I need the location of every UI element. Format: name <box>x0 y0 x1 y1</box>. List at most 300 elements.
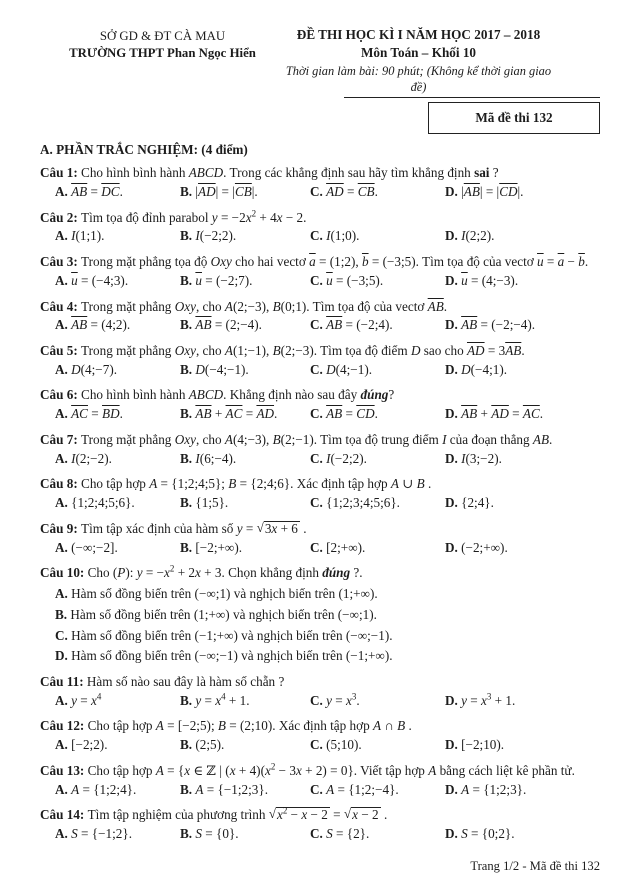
options <box>40 405 600 424</box>
option-label: B. <box>180 450 196 466</box>
math-italic: P <box>117 565 126 581</box>
math-italic: x <box>295 762 302 778</box>
question-number: Câu 5: <box>40 342 82 358</box>
option-C <box>310 361 445 380</box>
text-run: Trong mặt phẳng <box>81 431 175 447</box>
text-run: (2;5). <box>195 737 225 753</box>
option-label: C. <box>310 317 327 333</box>
question-text <box>40 386 600 405</box>
question-text <box>40 253 600 272</box>
math-italic: A <box>155 762 164 778</box>
text-run: ?. <box>350 565 363 581</box>
math-italic: D <box>195 361 205 377</box>
text-run: = 3 <box>484 342 506 358</box>
text-run: = {1;2;4}. <box>79 781 137 797</box>
text-run: = {1;2;4;5}; <box>157 476 229 492</box>
text-run: . <box>443 298 448 314</box>
math-vector: $\overline{u}$ <box>71 272 78 288</box>
option-D <box>445 692 600 711</box>
option-A <box>55 450 180 469</box>
text-run: = [−2;5); <box>163 718 218 734</box>
option-C <box>310 450 445 469</box>
option-B <box>180 272 310 291</box>
option-A <box>55 539 180 558</box>
option-label: A. <box>55 826 72 842</box>
text-run: + 2) = 0}. Viết tập hợp <box>301 762 429 778</box>
option-C <box>310 736 445 755</box>
text-run: . <box>380 807 388 823</box>
math-italic: A <box>149 476 158 492</box>
option-D <box>55 647 600 666</box>
text-run: = <box>543 254 558 270</box>
math-superscript: 4 <box>96 691 102 702</box>
math-italic: A <box>461 781 470 797</box>
math-vector: $\overline{b}$ <box>361 254 369 270</box>
radicand <box>351 807 380 823</box>
text-run: Hàm số đồng biến trên (−1;+∞) và nghịch biến trên (−∞;−1). <box>71 627 393 643</box>
math-italic: A <box>390 476 399 492</box>
text-run: Tìm tọa độ đỉnh parabol <box>81 209 212 225</box>
math-superscript: 4 <box>221 691 226 702</box>
option-D <box>445 736 600 755</box>
time-note: Thời gian làm bài: 90 phút; (Không kể thời gian giao đề) <box>285 63 552 95</box>
math-vector: $\overline{u}$ <box>326 272 333 288</box>
text-run: Trong mặt phẳng <box>81 298 175 314</box>
options <box>40 272 600 291</box>
options <box>40 227 600 246</box>
text-run: (6;−4). <box>199 450 237 466</box>
math-vector: $\overline{AB}$ <box>463 183 480 199</box>
text-run: {1;2;3;4;5;6}. <box>326 495 400 511</box>
text-run: . <box>356 692 360 708</box>
option-label: B. <box>180 826 196 842</box>
math-italic: y <box>211 209 218 225</box>
option-label: D. <box>445 361 462 377</box>
option-B <box>180 692 310 711</box>
option-C <box>310 272 445 291</box>
school-name: TRƯỜNG THPT Phan Ngọc Hiển <box>69 46 256 61</box>
text-run: + 3. Chọn khẳng định <box>200 565 323 581</box>
option-label: B. <box>180 539 196 555</box>
question-text <box>40 164 600 183</box>
text-run: ∩ <box>381 718 398 734</box>
radical-sign: √ <box>343 806 352 822</box>
text-run: (−∞;−2]. <box>71 539 118 555</box>
math-italic: I <box>326 450 331 466</box>
text-run: ∪ <box>398 476 417 492</box>
text-run: | <box>461 183 464 199</box>
math-italic: x <box>264 762 271 778</box>
page-footer: Trang 1/2 - Mã đề thi 132 <box>470 859 600 873</box>
text-run: = <box>242 520 257 536</box>
math-vector: $\overline{AB}$ <box>427 298 444 314</box>
text-run: | = | <box>479 183 500 199</box>
text-run: (3;−2). <box>465 450 502 466</box>
text-run: (1;1). <box>75 228 105 244</box>
math-italic: x <box>164 565 170 581</box>
option-label: A. <box>55 692 72 708</box>
text-run: . Khẳng định nào sau đây <box>223 387 361 403</box>
text-run: = (1;2), <box>315 254 362 270</box>
department-name: SỞ GD & ĐT CÀ MAU <box>99 29 226 43</box>
option-B <box>180 781 310 800</box>
option-A <box>55 825 180 844</box>
section-title: A. PHẦN TRẮC NGHIỆM: (4 điểm) <box>40 142 248 158</box>
text-run: . <box>424 476 432 492</box>
option-A <box>55 183 180 202</box>
math-vector: $\overline{AB}$ <box>71 317 88 333</box>
text-run: = (2;10). Xác định tập hợp <box>225 718 373 734</box>
option-D <box>445 450 600 469</box>
text-run: = {0;2}. <box>467 826 515 842</box>
text-run: = <box>343 183 358 199</box>
option-label: A. <box>55 272 72 288</box>
question <box>40 209 600 246</box>
options <box>40 316 600 335</box>
math-italic: x <box>229 762 236 778</box>
math-vector: $\overline{AB}$ <box>195 406 212 422</box>
school-block <box>40 26 285 134</box>
text-run: = <box>342 406 357 422</box>
text-run: = <box>466 692 482 708</box>
text-run: = {1;2;−4}. <box>334 781 399 797</box>
options <box>40 494 600 513</box>
text-run: Hàm số nào sau đây là hàm số chẵn ? <box>86 673 285 689</box>
option-label: C. <box>310 826 327 842</box>
math-vector: $\overline{AD}$ <box>466 342 485 358</box>
option-D <box>445 361 600 380</box>
text-run: = <box>242 406 257 422</box>
option-label: B. <box>180 361 196 377</box>
math-vector: $\overline{CB}$ <box>357 183 375 199</box>
exam-code: Mã đề thi 132 <box>475 110 553 126</box>
option-B <box>180 825 310 844</box>
text-run: Cho tập hợp <box>87 718 156 734</box>
options <box>40 825 600 844</box>
option-label: B. <box>180 183 196 199</box>
option-A <box>55 227 180 246</box>
math-italic: Oxy <box>174 431 196 447</box>
question-number: Câu 11: <box>40 673 87 689</box>
option-D <box>445 539 600 558</box>
text-run: . <box>521 342 525 358</box>
text-run: sao cho <box>420 342 467 358</box>
question <box>40 342 600 379</box>
exam-title: ĐỀ THI HỌC KÌ I NĂM HỌC 2017 – 2018 <box>296 27 541 42</box>
option-label: C. <box>310 183 327 199</box>
text-run: Trong mặt phẳng <box>81 342 175 358</box>
text-run: = (−3;5). Tìm tọa độ của vectơ <box>368 254 538 270</box>
math-italic: B <box>272 342 281 358</box>
math-italic: A <box>372 718 382 734</box>
option-C <box>310 781 445 800</box>
text-run: [−2;+∞). <box>195 539 243 555</box>
option-label: A. <box>55 781 72 797</box>
question-number: Câu 8: <box>40 476 82 492</box>
option-label: B. <box>180 781 196 797</box>
option-label: D. <box>445 228 462 244</box>
math-italic: x <box>195 565 201 581</box>
question-number: Câu 7: <box>40 431 82 447</box>
math-italic: I <box>195 450 200 466</box>
text-run: ? <box>489 165 499 181</box>
option-B <box>180 405 310 424</box>
math-italic: y <box>195 692 202 708</box>
text-run: = <box>329 807 344 823</box>
text-run: Cho hình bình hành <box>81 165 189 181</box>
math-italic: A <box>428 762 437 778</box>
option-A <box>55 316 180 335</box>
text-run: = (−2;7). <box>201 272 253 288</box>
option-label: D. <box>445 183 462 199</box>
math-italic: Oxy <box>174 342 196 358</box>
option-label: D. <box>445 781 462 797</box>
math-italic: B <box>228 476 237 492</box>
option-label: B. <box>180 692 196 708</box>
question-text <box>40 431 600 450</box>
math-vector: $\overline{u}$ <box>461 272 468 288</box>
sqrt-expression <box>344 807 381 822</box>
text-run: | = | <box>215 183 235 199</box>
question-number: Câu 9: <box>40 520 82 536</box>
options <box>40 450 600 469</box>
text-run: + <box>477 406 492 422</box>
option-D <box>445 494 600 513</box>
option-label: A. <box>55 228 72 244</box>
text-run: {2;4}. <box>461 495 494 511</box>
question-text <box>40 209 600 228</box>
option-label: C. <box>310 228 327 244</box>
options <box>40 585 600 666</box>
text-run: Cho tập hợp <box>81 476 150 492</box>
exam-title-wrap <box>285 26 600 96</box>
text-run: (5;10). <box>326 737 362 753</box>
question-number: Câu 1: <box>40 165 82 181</box>
text-run: cho hai vectơ <box>231 254 310 270</box>
math-italic: S <box>461 826 468 842</box>
text-run: = {−1;2}. <box>77 826 132 842</box>
option-C <box>310 692 445 711</box>
option-D <box>445 316 600 335</box>
math-vector: $\overline{AB}$ <box>505 342 522 358</box>
question-text <box>40 717 600 736</box>
question <box>40 431 600 468</box>
sqrt-expression <box>269 807 330 822</box>
math-vector: $\overline{AB}$ <box>71 183 88 199</box>
text-run: . <box>549 431 553 447</box>
text-run: (1;0). <box>330 228 360 244</box>
math-italic: S <box>195 826 202 842</box>
question <box>40 673 600 710</box>
question-text <box>40 475 600 494</box>
math-italic: I <box>195 228 200 244</box>
text-run: (2;2). <box>465 228 495 244</box>
option-C <box>55 627 600 646</box>
text-run: = <box>201 692 216 708</box>
text-run: (2;−1). Tìm tọa độ trung điểm <box>280 431 443 447</box>
math-italic: x <box>346 692 352 708</box>
text-run: = (4;−3). <box>467 272 519 288</box>
text-run: , cho <box>195 431 225 447</box>
math-italic: I <box>461 450 466 466</box>
math-superscript: 2 <box>251 208 257 219</box>
question-number: Câu 12: <box>40 718 88 734</box>
text-run: {1;2;4;5;6}. <box>71 495 135 511</box>
option-label: D. <box>445 495 462 511</box>
exam-title-block <box>285 26 600 134</box>
text-run: . <box>584 254 589 270</box>
question <box>40 564 600 666</box>
math-vector: $\overline{AD}$ <box>256 406 275 422</box>
math-vector: $\overline{AC}$ <box>71 406 88 422</box>
option-label: D. <box>445 737 462 753</box>
option-B <box>180 450 310 469</box>
radical-sign: √ <box>256 519 264 535</box>
text-run: + <box>211 406 226 422</box>
text-run: [2;+∞). <box>326 539 366 555</box>
math-vector: $\overline{AD}$ <box>198 183 216 199</box>
text-run: . <box>119 183 123 199</box>
math-italic: S <box>71 826 78 842</box>
options <box>40 361 600 380</box>
math-italic: B <box>272 298 281 314</box>
math-vector: $\overline{AD}$ <box>326 183 344 199</box>
text-run: = − <box>142 565 165 581</box>
math-italic: D <box>71 361 81 377</box>
text-run: (4;−1). <box>335 361 373 377</box>
option-D <box>445 781 600 800</box>
text-run: − 2. <box>282 209 307 225</box>
text-run: {1;5}. <box>195 495 229 511</box>
option-A <box>55 781 180 800</box>
option-A <box>55 585 600 604</box>
math-italic: I <box>461 228 466 244</box>
options <box>40 736 600 755</box>
option-label: A. <box>55 495 72 511</box>
option-D <box>445 272 600 291</box>
text-run: = {2}. <box>332 826 370 842</box>
text-run: Tìm tập xác định của hàm số <box>81 520 237 536</box>
math-italic: x <box>271 520 278 536</box>
option-A <box>55 736 180 755</box>
option-label: B. <box>180 228 196 244</box>
text-run: + 2 <box>174 565 196 581</box>
exam-code-box <box>428 102 600 134</box>
option-B <box>180 736 310 755</box>
question-text <box>40 673 600 692</box>
math-italic: A <box>195 781 204 797</box>
text-run: = (4;2). <box>87 317 131 333</box>
text-run: . <box>274 406 278 422</box>
question <box>40 520 600 557</box>
text-run: = (2;−4). <box>211 317 262 333</box>
math-italic: AB <box>532 431 550 447</box>
math-italic: D <box>461 361 471 377</box>
option-B <box>180 361 310 380</box>
option-B <box>180 183 310 202</box>
option-C <box>310 183 445 202</box>
questions-list <box>40 164 600 844</box>
exam-subject: Môn Toán – Khối 10 <box>360 44 477 60</box>
math-italic: B <box>416 476 425 492</box>
math-italic: I <box>326 228 331 244</box>
question <box>40 298 600 335</box>
question-text <box>40 564 600 583</box>
option-label: C. <box>310 406 327 422</box>
math-italic: y <box>461 692 467 708</box>
option-label: A. <box>55 539 72 555</box>
text-run: Cho hình bình hành <box>81 387 189 403</box>
option-C <box>310 825 445 844</box>
math-superscript: 3 <box>486 691 492 702</box>
math-superscript: 2 <box>169 563 175 574</box>
math-italic: B <box>217 718 226 734</box>
math-italic: ABCD <box>188 387 224 403</box>
option-label: A. <box>55 586 72 602</box>
math-vector: $\overline{DC}$ <box>101 183 120 199</box>
option-label: B. <box>180 317 196 333</box>
math-vector: $\overline{a}$ <box>309 254 316 270</box>
option-label: D. <box>55 648 72 664</box>
question <box>40 762 600 799</box>
option-label: C. <box>310 450 327 466</box>
option-label: C. <box>310 272 327 288</box>
option-D <box>445 183 600 202</box>
question-text <box>40 806 600 825</box>
text-run: . <box>539 406 544 422</box>
question <box>40 164 600 201</box>
math-italic: I <box>442 431 447 447</box>
text-run: = <box>331 692 347 708</box>
option-label: C. <box>310 361 327 377</box>
text-run: [−2;2). <box>71 737 108 753</box>
text-run: = {0}. <box>201 826 239 842</box>
question-number: Câu 13: <box>40 762 88 778</box>
text-run: + 1. <box>491 692 516 708</box>
option-label: D. <box>445 317 462 333</box>
text-run: − 2 <box>307 807 328 823</box>
option-label: D. <box>445 406 462 422</box>
radicand <box>276 807 330 823</box>
text-run: = (−2;4). <box>342 317 393 333</box>
sqrt-expression <box>257 521 300 536</box>
text-run: − 2 <box>358 807 379 823</box>
options <box>40 539 600 558</box>
text-run: (−2;2). <box>330 450 367 466</box>
text-run: (4;−3), <box>232 431 273 447</box>
text-run: bằng cách liệt kê phần tử. <box>436 762 575 778</box>
text-run: , cho <box>195 298 225 314</box>
option-label: A. <box>55 450 72 466</box>
text-run: = (−3;5). <box>332 272 384 288</box>
math-italic: A <box>224 431 233 447</box>
radicand <box>264 521 300 537</box>
option-C <box>310 316 445 335</box>
question <box>40 717 600 754</box>
text-run: Hàm số đồng biến trên (−∞;−1) và nghịch biến trên (−1;+∞). <box>71 648 393 664</box>
math-vector: $\overline{AB}$ <box>326 317 343 333</box>
text-run: (4;−7). <box>80 361 118 377</box>
text-run: (2;−3). Tìm tọa độ điểm <box>280 342 411 358</box>
option-label: B. <box>180 495 196 511</box>
text-run: của đoạn thẳng <box>446 431 533 447</box>
option-label: D. <box>445 692 462 708</box>
math-italic: A <box>326 781 335 797</box>
option-label: D. <box>445 826 462 842</box>
text-run: |. <box>251 183 258 199</box>
text-run: − <box>564 254 579 270</box>
option-label: A. <box>55 183 72 199</box>
